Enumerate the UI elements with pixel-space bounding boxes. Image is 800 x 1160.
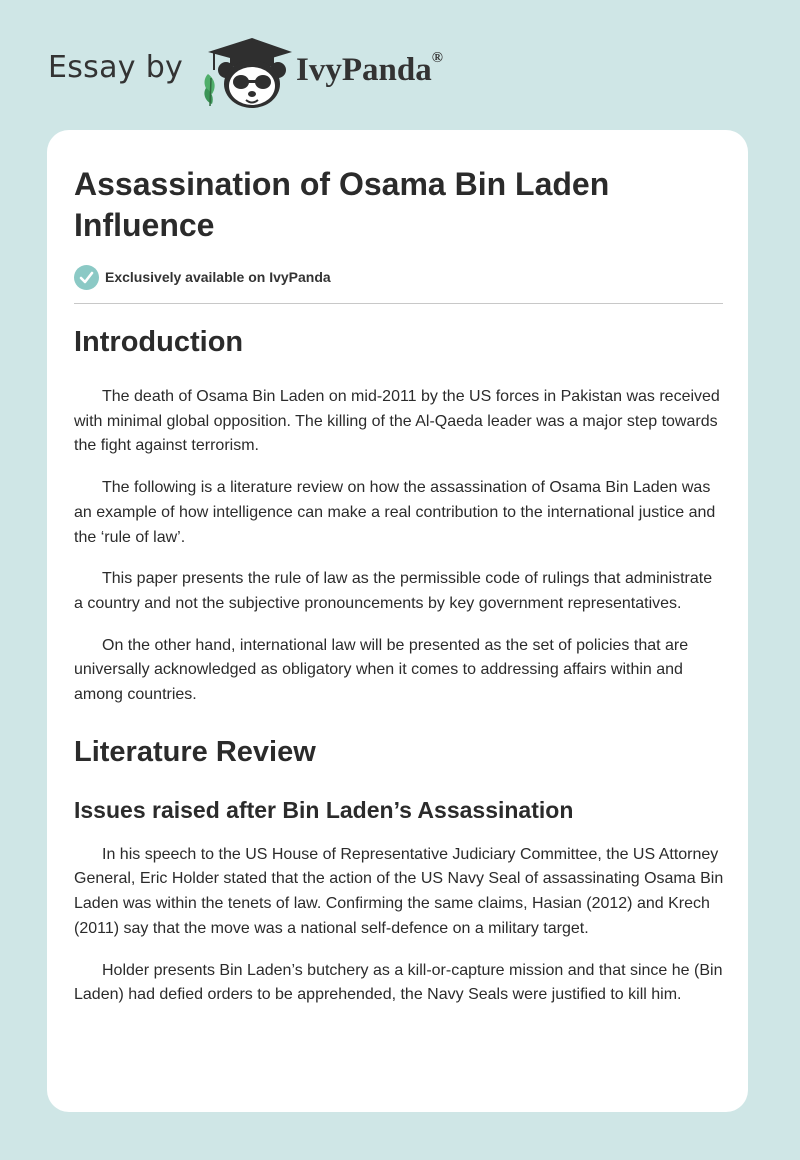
ivypanda-logo-link[interactable] [200,34,292,110]
checkmark-icon [74,265,99,290]
panda-logo-icon [200,34,292,110]
section-heading-literature-review: Literature Review [74,735,316,768]
essay-card [47,130,748,1112]
essay-by-label: Essay by [48,50,184,85]
registered-mark: ® [431,50,443,66]
paragraph: Holder presents Bin Laden’s butchery as a kill-or-capture mission and that since he (Bin Laden) had defied orders to be apprehended, the Navy Seals were justified to kill him. [74,961,723,1004]
essay-body [74,322,724,1008]
site-header [48,34,548,114]
badge-label: Exclusively available on IvyPanda [105,269,331,285]
paragraph: The death of Osama Bin Laden on mid-2011 by the US forces in Pakistan was received with minimal global opposition. The killing of the Al-Qaeda leader was a major step towards the fight against terrorism. [74,388,720,455]
title-divider [74,303,723,304]
brand-name: IvyPanda® [296,50,443,88]
section-heading-introduction: Introduction [74,326,244,358]
paragraph: In his speech to the US House of Representative Judiciary Committee, the US Attorney General, Eric Holder stated that the action of the US Navy Seal of assassinating Osama Bin Laden was within the tenets of law. Confirming the same claims, Hasian (2012) and Krech (2011) say that the move was a national self-defence on a military target. [74,845,724,937]
paragraph: On the other hand, international law will be presented as the set of policies that are universally acknowledged as obligatory when it comes to addressing affairs within and among countries. [74,636,689,704]
paragraph: The following is a literature review on how the assassination of Osama Bin Laden was an example of how intelligence can make a real contribution to the international justice and the ‘rule of law’. [74,479,716,546]
exclusive-badge [74,264,331,290]
paragraph: This paper presents the rule of law as the permissible code of rulings that administrate a country and not the subjective pronouncements by key government representatives. [74,570,713,612]
subsection-heading: Issues raised after Bin Laden’s Assassination [74,796,574,823]
page-title: Assassination of Osama Bin Laden Influence [74,166,610,243]
